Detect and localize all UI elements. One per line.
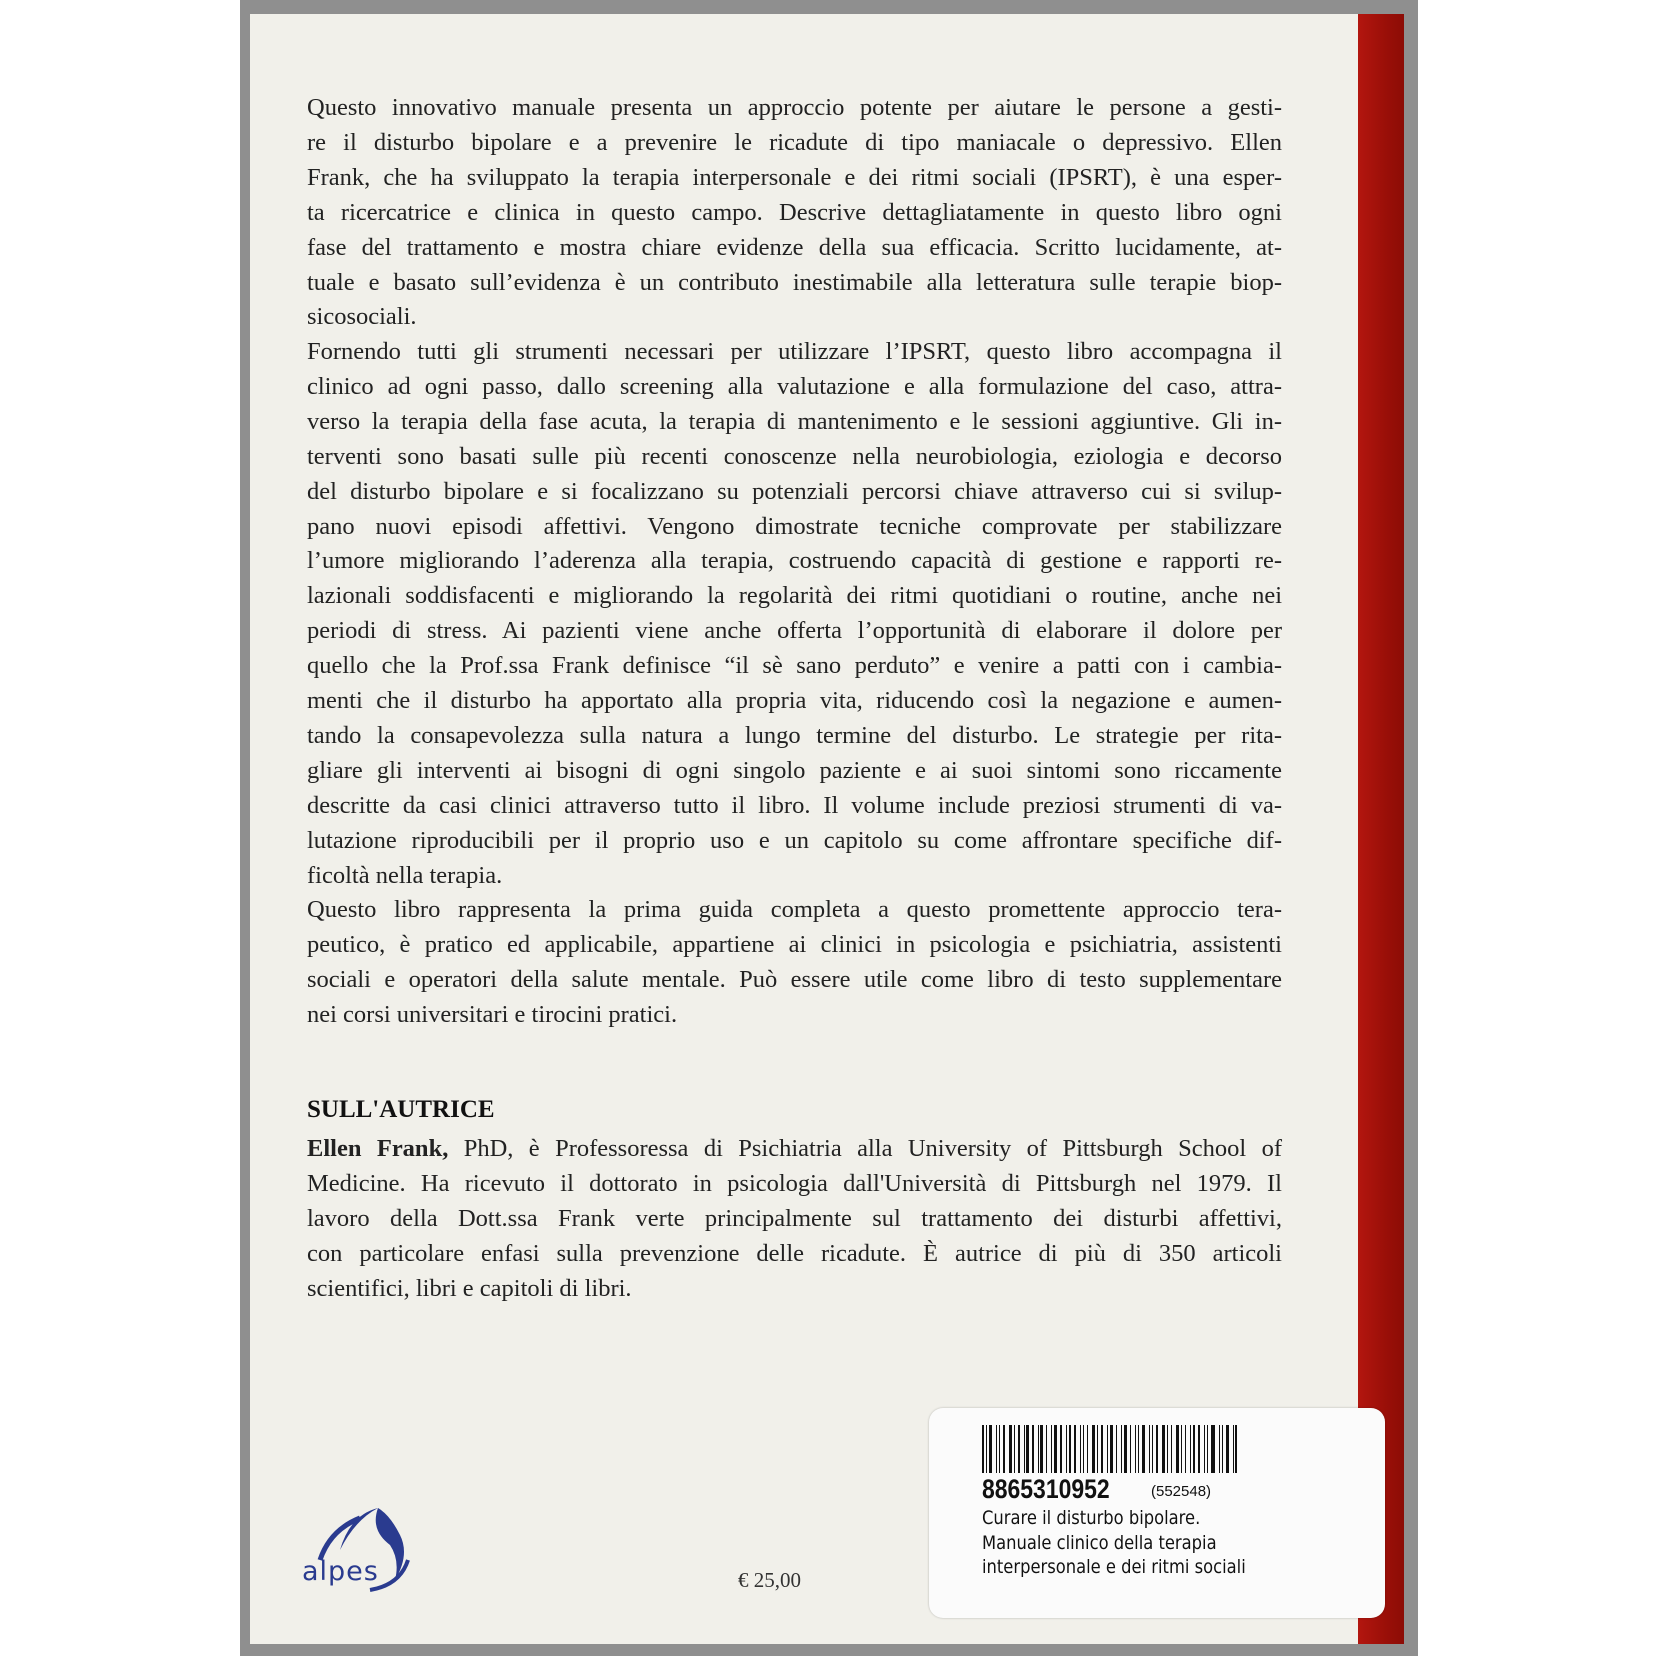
barcode-bar (996, 1425, 997, 1473)
text-line: quello che la Prof.ssa Frank definisce “il sè sano perduto” e venire a patti con i cambia- (307, 652, 1282, 680)
barcode-bar (1110, 1425, 1113, 1473)
barcode-bar (1066, 1425, 1067, 1473)
publisher-logo-text: alpes (302, 1556, 379, 1587)
author-bio-line: con particolare enfasi sulla prevenzione delle ricadute. È autrice di più di 350 articoli (307, 1239, 1282, 1267)
barcode-bar (1181, 1425, 1182, 1473)
barcode-bar (1080, 1425, 1081, 1473)
author-bio-line: Medicine. Ha ricevuto il dottorato in psicologia dall'Università di Pittsburgh nel 1979. Il (307, 1169, 1282, 1197)
barcode-bar (999, 1425, 1001, 1473)
barcode-bar (1176, 1425, 1178, 1473)
barcode-bar (1219, 1425, 1220, 1473)
barcode-bar (1222, 1425, 1224, 1473)
author-bio-line: scientifici, libri e capitoli di libri. (307, 1274, 632, 1302)
barcode-bar (1038, 1425, 1039, 1473)
barcode-bar (1003, 1425, 1005, 1473)
barcode-bar (1124, 1425, 1126, 1473)
barcode-bar (1185, 1425, 1187, 1473)
author-bio-line: PhD, è Professoressa di Psichiatria alla University of Pittsburgh School of (448, 1135, 1283, 1162)
barcode-bar (1046, 1425, 1048, 1473)
text-line: l’umore migliorando l’aderenza alla terapia, costruendo capacità di gestione e rapporti re- (307, 547, 1282, 575)
barcode-bar (1190, 1425, 1191, 1473)
barcode-bar (1107, 1425, 1108, 1473)
barcode-bar (1097, 1425, 1099, 1473)
text-line: pano nuovi episodi affettivi. Vengono dimostrate tecniche comprovate per stabilizzare (307, 512, 1282, 540)
text-line: Questo libro rappresenta la prima guida completa a questo promettente approccio tera- (307, 896, 1282, 923)
barcode-bar (1152, 1425, 1153, 1473)
barcode-bar (1116, 1425, 1117, 1473)
barcode-bar (1226, 1425, 1228, 1473)
text-line: ta ricercatrice e clinica in questo campo. Descrive dettagliatamente in questo libro ogni (307, 198, 1282, 226)
barcode-bar (986, 1425, 987, 1473)
author-bio (307, 1132, 1282, 1307)
red-spine (1358, 14, 1404, 1644)
barcode-bar (1156, 1425, 1158, 1473)
barcode-bar (1149, 1425, 1151, 1473)
text-line: nei corsi universitari e tirocini pratici. (307, 1000, 678, 1028)
barcode-bar (1207, 1425, 1209, 1473)
barcode-bar (1130, 1425, 1131, 1473)
text-line: lutazione riproducibili per il proprio uso e un capitolo su come affrontare specifiche dif- (307, 826, 1282, 854)
barcode-bar (1135, 1425, 1137, 1473)
text-line: menti che il disturbo ha apportato alla propria vita, riducendo così la negazione e aumen- (307, 687, 1282, 715)
barcode-bar (1054, 1425, 1057, 1473)
barcode-bar (1024, 1425, 1025, 1473)
barcode-bar (1138, 1425, 1139, 1473)
sticker-title-line: Curare il disturbo bipolare. (982, 1507, 1201, 1529)
text-line: clinico ad ogni passo, dallo screening alla valutazione e alla formulazione del caso, attra- (307, 372, 1282, 400)
text-line: del disturbo bipolare e si focalizzano su potenziali percorsi chiave attraverso cui si svilup- (307, 477, 1282, 505)
barcode-bar (1211, 1425, 1214, 1473)
barcode-bar (1069, 1425, 1071, 1473)
barcode-bar (1142, 1425, 1144, 1473)
text-line: re il disturbo bipolare e a prevenire le ricadute di tipo maniacale o depressivo. Ellen (307, 128, 1282, 156)
text-line: lazionali soddisfacenti e migliorando la regolarità dei ritmi quotidiani o routine, anche nei (307, 582, 1282, 610)
text-line: Frank, che ha sviluppato la terapia interpersonale e dei ritmi sociali (IPSRT), è una esper- (307, 163, 1282, 191)
barcode-bar (1074, 1425, 1076, 1473)
description-paragraph-2 (307, 335, 1282, 894)
barcode-bar (1162, 1425, 1165, 1473)
barcode-bar (1092, 1425, 1094, 1473)
barcode-bar (1204, 1425, 1205, 1473)
text-line: Fornendo tutti gli strumenti necessari per utilizzare l’IPSRT, questo libro accompagna il (307, 338, 1282, 365)
barcode (982, 1425, 1240, 1473)
text-line: ficoltà nella terapia. (307, 861, 503, 889)
description-paragraph-3 (307, 893, 1282, 1033)
text-line: tando la consapevolezza sulla natura a lungo termine del disturbo. Le strategie per rita- (307, 721, 1282, 749)
barcode-bar (1026, 1425, 1028, 1473)
barcode-bar (1083, 1425, 1085, 1473)
sticker-title (982, 1506, 1246, 1580)
barcode-bar (1198, 1425, 1200, 1473)
barcode-bar (1087, 1425, 1088, 1473)
sticker-title-line: Manuale clinico della terapia (982, 1531, 1217, 1554)
text-line: Questo innovativo manuale presenta un approccio potente per aiutare le persone a gesti- (307, 94, 1282, 121)
barcode-bar (1009, 1425, 1012, 1473)
price: € 25,00 (738, 1568, 801, 1592)
barcode-bar (1233, 1425, 1234, 1473)
text-line: sociali e operatori della salute mentale. Può essere utile come libro di testo supplementare (307, 965, 1282, 993)
author-name: Ellen Frank, (307, 1135, 449, 1162)
author-heading: SULL'AUTRICE (307, 1096, 495, 1123)
barcode-bar (1167, 1425, 1168, 1473)
text-line: gliare gli interventi ai bisogni di ogni singolo paziente e ai suoi sintomi sono riccamente (307, 756, 1282, 784)
sticker-code: (552548) (1151, 1483, 1212, 1500)
barcode-bar (1060, 1425, 1062, 1473)
barcode-bar (1193, 1425, 1195, 1473)
barcode-bar (989, 1425, 991, 1473)
barcode-bar (1101, 1425, 1103, 1473)
barcode-bar (1018, 1425, 1020, 1473)
description-paragraph-1 (307, 91, 1282, 335)
text-line: descritte da casi clinici attraverso tutto il libro. Il volume include preziosi strumenti di va- (307, 791, 1282, 819)
text-line: sicosociali. (307, 303, 417, 331)
barcode-bar (1051, 1425, 1052, 1473)
text-line: periodi di stress. Ai pazienti viene anche offerta l’opportunità di elaborare il dolore per (307, 617, 1282, 645)
text-line: tuale e basato sull’evidenza è un contributo inestimabile alla letteratura sulle terapie biop- (307, 268, 1282, 296)
sticker-title-line: interpersonale e dei ritmi sociali (982, 1556, 1246, 1578)
barcode-bar (1032, 1425, 1034, 1473)
author-bio-line: lavoro della Dott.ssa Frank verte principalmente sul trattamento dei disturbi affettivi, (307, 1204, 1282, 1232)
text-line: peutico, è pratico ed applicabile, appartiene ai clinici in psicologia e psichiatria, assistenti (307, 930, 1282, 958)
isbn: 8865310952 (982, 1474, 1110, 1504)
barcode-sticker (929, 1408, 1385, 1618)
barcode-bar (1235, 1425, 1237, 1473)
barcode-bar (982, 1425, 984, 1473)
barcode-bar (1014, 1425, 1015, 1473)
barcode-bar (1171, 1425, 1173, 1473)
barcode-bar (1040, 1425, 1042, 1473)
text-line: fase del trattamento e mostra chiare evidenze della sua efficacia. Scritto lucidamente, at- (307, 233, 1282, 261)
barcode-bar (1121, 1425, 1123, 1473)
text-line: verso la terapia della fase acuta, la terapia di mantenimento e le sessioni aggiuntive. Gli in- (307, 407, 1282, 435)
text-line: terventi sono basati sulle più recenti conoscenze nella neurobiologia, eziologia e decorso (307, 442, 1282, 470)
